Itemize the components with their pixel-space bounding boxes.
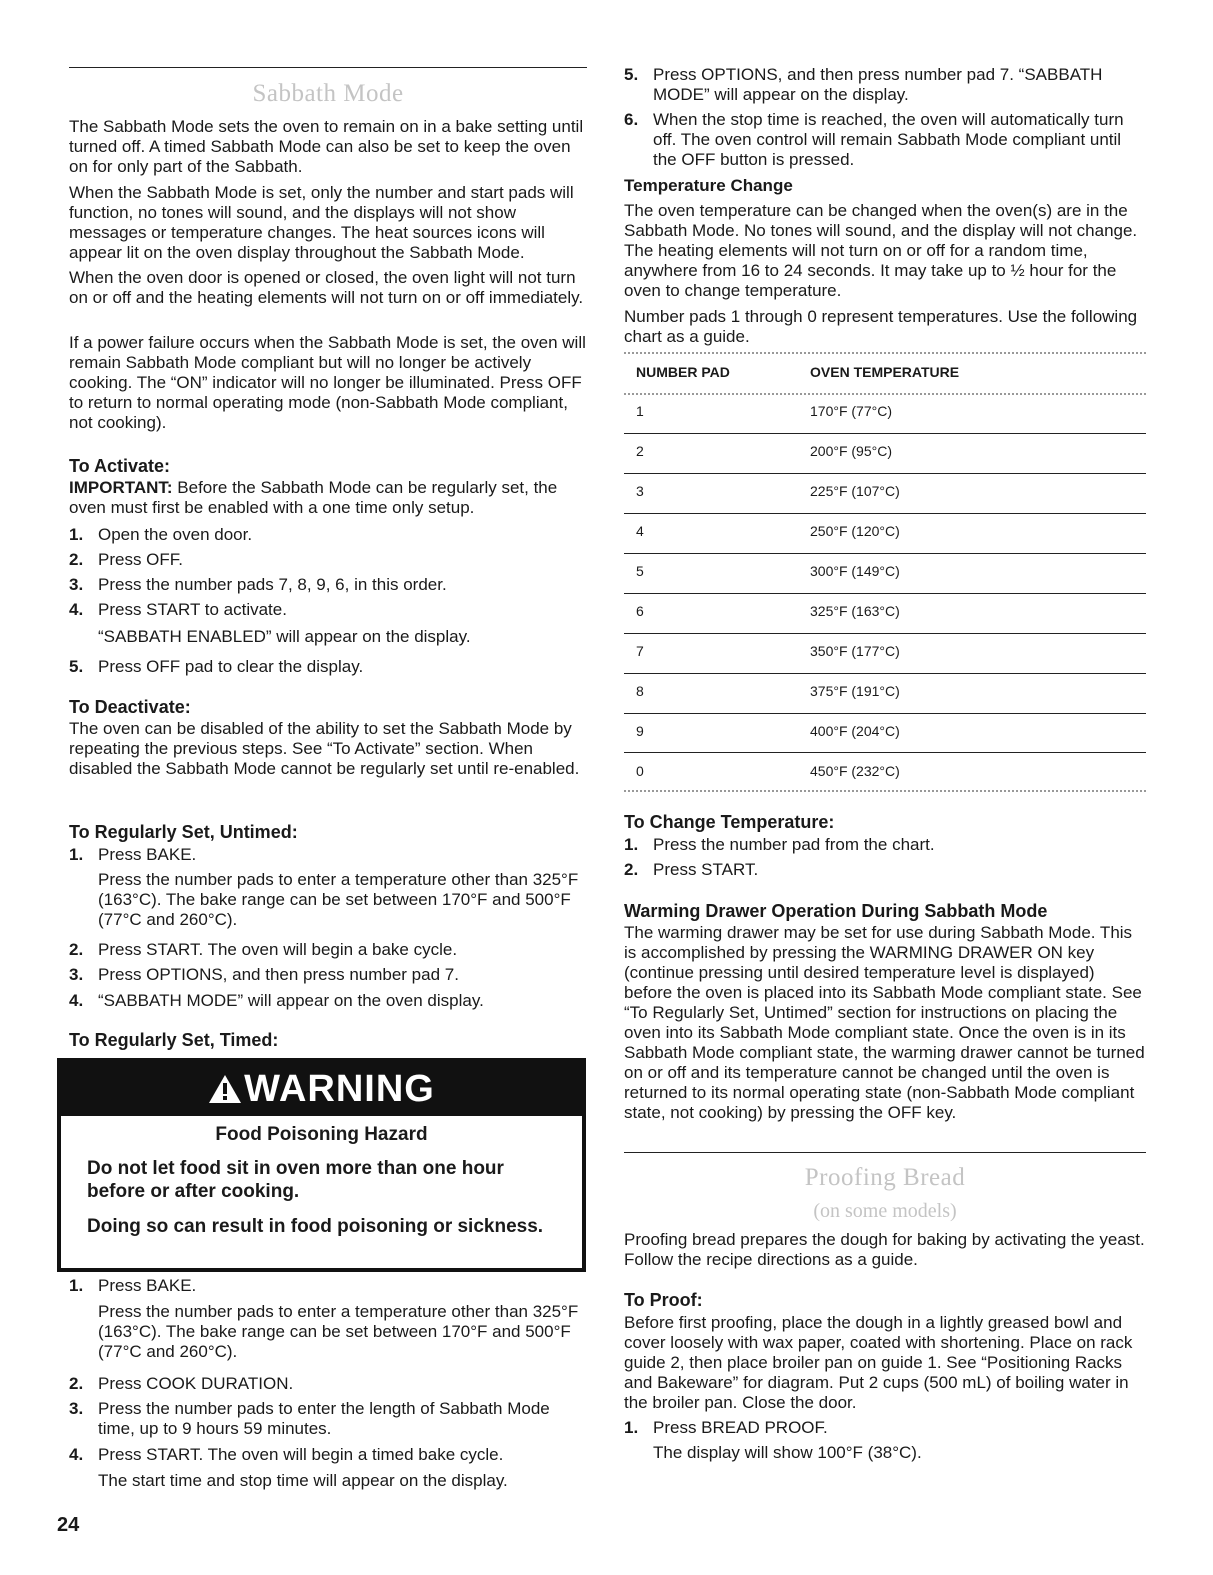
proof-step-1: 1. Press BREAD PROOF. [624,1418,828,1437]
intro-paragraph-3: When the oven door is opened or closed, the oven light will not turn on or off and the heating elements will not turn on or off immediately. [69,268,584,307]
activate-step-1: 1. Open the oven door. [69,525,253,544]
row-divider [624,593,1146,594]
row-divider [624,633,1146,634]
activate-step-3: 3. Press the number pads 7, 8, 9, 6, in this order. [69,575,447,594]
timed-step-1-note: Press the number pads to enter a temperature other than 325°F (163°C). The bake range can be set between 170°F and 500°F (77°C and 260°C). [98,1302,579,1361]
warning-banner [61,1062,582,1116]
table-top-border [624,352,1146,354]
timed-step-4-note: The start time and stop time will appear on the display. [98,1471,508,1490]
timed-step-6: 6. When the stop time is reached, the oven will automatically turn off. The oven control will remain Sabbath Mode compliant until the OFF button is pressed. [624,110,1124,169]
temperature-change-paragraph: The oven temperature can be changed when the oven(s) are in the Sabbath Mode. No tones will sound, and the display will not change. The heating elements will not turn on or off for a random time, anywhere from 16 to 24 seconds. It may take up to ½ hour for the oven to change temperature. [624,201,1138,300]
important-label: IMPORTANT: [69,478,173,497]
proofing-subtitle: (on some models) [813,1200,957,1222]
intro-paragraph-1: The Sabbath Mode sets the oven to remain on in a bake setting until turned off. A timed Sabbath Mode can also be set to keep the oven on for only part of the Sabbath. [69,117,584,176]
timed-step-2: 2. Press COOK DURATION. [69,1374,294,1393]
row-divider [624,513,1146,514]
timed-step-1: 1. Press BAKE. [69,1276,197,1295]
warning-line-2: Doing so can result in food poisoning or sickness. [87,1216,544,1237]
row-divider [624,473,1146,474]
activate-step-2: 2. Press OFF. [69,550,184,569]
change-temp-step-1: 1. Press the number pad from the chart. [624,835,935,854]
warning-hazard: Food Poisoning Hazard [215,1124,428,1145]
important-note [69,478,587,518]
sabbath-mode-title: Sabbath Mode [252,80,404,107]
change-temperature-heading: To Change Temperature: [624,812,835,832]
to-proof-paragraph: Before first proofing, place the dough in a lightly greased bowl and cover loosely with wax paper, coated with shortening. Place on rack guide 2, then place broiler pan on guide 1. See “Positioning Racks and Bakeware” for diagram. Put 2 cups (500 mL) of boiling water in the broiler pan. Close the door. [624,1313,1133,1412]
page-number: 24 [57,1514,80,1536]
temperature-chart-intro: Number pads 1 through 0 represent temperatures. Use the following chart as a guide. [624,307,1138,346]
table-header-border [624,393,1146,395]
warning-label: WARNING [244,1068,435,1110]
important-text: Before the Sabbath Mode can be regularly set, the oven must first be enabled with a one time only setup. [69,478,558,517]
row-divider [624,713,1146,714]
row-divider [624,752,1146,753]
proof-step-1-note: The display will show 100°F (38°C). [653,1443,922,1462]
timed-step-4: 4. Press START. The oven will begin a timed bake cycle. [69,1445,504,1464]
number-pad-header: NUMBER PAD [636,364,730,380]
to-deactivate-heading: To Deactivate: [69,697,191,717]
temperature-change-heading: Temperature Change [624,176,793,195]
untimed-step-2: 2. Press START. The oven will begin a bake cycle. [69,940,458,959]
untimed-step-1: 1. Press BAKE. [69,845,197,864]
oven-temperature-header: OVEN TEMPERATURE [810,364,960,380]
warning-triangle-icon [208,1074,242,1104]
row-divider [624,673,1146,674]
warning-box [57,1058,586,1272]
change-temp-step-2: 2. Press START. [624,860,759,879]
table-bottom-border [624,790,1146,792]
row-divider [624,433,1146,434]
timed-step-3: 3. Press the number pads to enter the length of Sabbath Mode time, up to 9 hours 59 minutes. [69,1399,550,1438]
proofing-bread-title: Proofing Bread [804,1164,966,1191]
intro-paragraph-2: When the Sabbath Mode is set, only the number and start pads will function, no tones will sound, and the displays will not show messages or temperature changes. The heat sources icons will appear lit on the oven display throughout the Sabbath Mode. [69,183,574,262]
to-activate-heading: To Activate: [69,456,171,476]
deactivate-paragraph: The oven can be disabled of the ability to set the Sabbath Mode by repeating the previous steps. See “To Activate” section. When disabled the Sabbath Mode cannot be regularly set until re-enabled. [69,719,580,778]
timed-step-5: 5. Press OPTIONS, and then press number pad 7. “SABBATH MODE” will appear on the display. [624,65,1103,104]
intro-paragraph-4: If a power failure occurs when the Sabbath Mode is set, the oven will remain Sabbath Mode compliant but will no longer be actively cooking. The “ON” indicator will no longer be illuminated. Press OFF to return to normal operating mode (non-Sabbath Mode compliant, not cooking). [69,333,586,432]
timed-heading: To Regularly Set, Timed: [69,1030,279,1050]
activate-step-5: 5. Press OFF pad to clear the display. [69,657,364,676]
activate-step-4-note: “SABBATH ENABLED” will appear on the display. [98,627,471,646]
row-divider [624,553,1146,554]
activate-step-4: 4. Press START to activate. [69,600,287,619]
warming-drawer-paragraph: The warming drawer may be set for use during Sabbath Mode. This is accomplished by pressing the WARMING DRAWER ON key (continue pressing until desired temperature level is displayed) before the oven is placed into its Sabbath Mode compliant state. See “To Regularly Set, Untimed” section for instructions on placing the oven into its Sabbath Mode compliant state. Once the oven is in its Sabbath Mode compliant state, the warming drawer cannot be turned on or off and its temperature cannot be changed until the oven is returned to its normal operating state (non-Sabbath Mode compliant state, not cooking) by pressing the OFF key. [624,923,1145,1122]
warning-line-1: Do not let food sit in oven more than one hour before or after cooking. [87,1158,504,1202]
section-divider [69,67,587,68]
warming-drawer-heading: Warming Drawer Operation During Sabbath Mode [624,901,1048,921]
to-proof-heading: To Proof: [624,1290,703,1310]
untimed-step-3: 3. Press OPTIONS, and then press number pad 7. [69,965,459,984]
untimed-step-4: 4. “SABBATH MODE” will appear on the oven display. [69,991,484,1010]
section-divider [624,1152,1146,1153]
proofing-intro: Proofing bread prepares the dough for baking by activating the yeast. Follow the recipe directions as a guide. [624,1230,1145,1269]
untimed-step-1-note: Press the number pads to enter a temperature other than 325°F (163°C). The bake range can be set between 170°F and 500°F (77°C and 260°C). [98,870,579,929]
untimed-heading: To Regularly Set, Untimed: [69,822,298,842]
